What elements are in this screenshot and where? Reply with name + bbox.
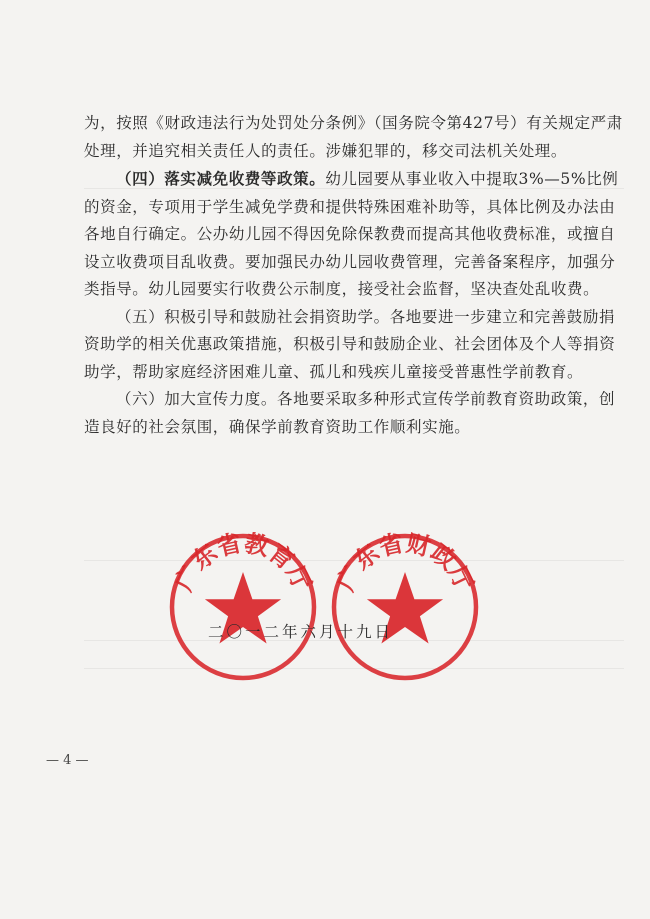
paragraph-body: 幼儿园要从事业收入中提取3%—5%比例的资金，专项用于学生减免学费和提供特殊困难补助等，具体比例及办法由各地自行确定。公办幼儿园不得因免除保教费而提高其他收费标准，或擅自设立收费项目乱收费。要加强民办幼儿园收费管理，完善备案程序，加强分类指导。幼儿园要实行收费公示制度，接受社会监督，坚决查处乱收费。: [84, 170, 619, 298]
paragraph-fee-reduction: [84, 165, 624, 304]
official-seal-icon: [330, 532, 480, 682]
seal-label: 广东省教育厅: [168, 532, 318, 596]
document-date: 二〇一二年六月十九日: [208, 623, 394, 641]
paragraph-donations: [84, 304, 624, 387]
paragraph-body: 为，按照《财政违法行为处罚处分条例》（国务院令第427号）有关规定严肃处理，并追究相关责任人的责任。涉嫌犯罪的，移交司法机关处理。: [84, 114, 623, 160]
seal-finance-department: [330, 532, 480, 686]
section-heading-5: （五）积极引导和鼓励社会捐资助学。: [116, 307, 390, 326]
official-seal-icon: [168, 532, 318, 682]
page-number: — 4 —: [46, 753, 89, 768]
section-heading-6: （六）加大宣传力度。: [116, 390, 278, 408]
document-body: [84, 110, 624, 441]
paragraph-body: 各地要进一步建立和完善鼓励捐资助学的相关优惠政策措施，积极引导和鼓励企业、社会团体及个人等捐资助学，帮助家庭经济困难儿童、孤儿和残疾儿童接受普惠性学前教育。: [84, 307, 616, 381]
seal-education-department: [168, 532, 318, 686]
section-heading-4: （四）落实减免收费等政策。: [116, 169, 326, 188]
paragraph-penalty: [84, 110, 624, 165]
paragraph-body: 各地要采取多种形式宣传学前教育资助政策，创造良好的社会氛围，确保学前教育资助工作顺利实施。: [84, 390, 616, 436]
seal-label: 广东省财政厅: [330, 532, 480, 596]
paragraph-publicity: [84, 386, 624, 441]
